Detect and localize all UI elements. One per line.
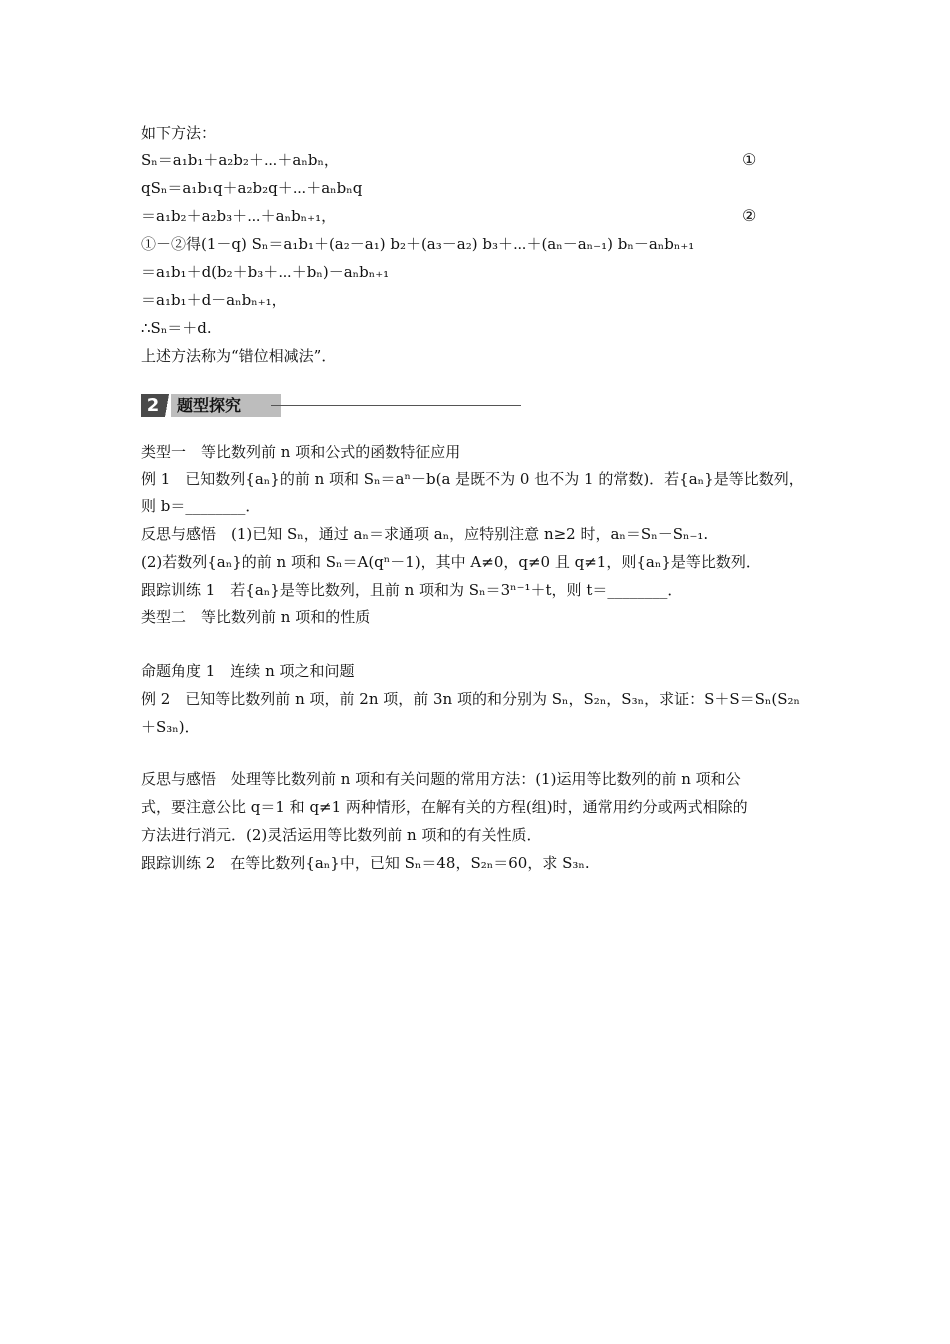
section-number-slash (163, 394, 171, 417)
section-divider (271, 405, 521, 406)
section-heading (141, 394, 521, 418)
reflection-2-line-3: 方法进行消元．(2)灵活运用等比数列前 n 项和的有关性质． (141, 826, 542, 844)
equation-1-marker: ① (742, 150, 757, 169)
reflection-2-line-2: 式，要注意公比 q＝1 和 q≠1 两种情形，在解有关的方程(组)时，通常用约分或两式相除的 (141, 798, 748, 816)
example-1-line-2: 则 b＝________． (141, 497, 261, 515)
type-1-title: 类型一 等比数列前 n 项和公式的函数特征应用 (141, 443, 461, 461)
tracking-exercise-2: 跟踪训练 2 在等比数列{aₙ}中，已知 Sₙ＝48，S₂ₙ＝60，求 S₃ₙ. (141, 854, 590, 872)
tracking-exercise-1: 跟踪训练 1 若{aₙ}是等比数列，且前 n 项和为 Sₙ＝3ⁿ⁻¹＋t，则 t＝________． (141, 581, 683, 599)
method-intro: 如下方法： (141, 124, 217, 142)
equation-3: ①－②得(1－q) Sₙ＝a₁b₁＋(a₂－a₁) b₂＋(a₃－a₂) b₃＋⋯＋(aₙ－aₙ₋₁) bₙ－aₙbₙ₊₁ (141, 235, 695, 253)
equation-2-line-1: qSₙ＝a₁b₁q＋a₂b₂q＋⋯＋aₙbₙq (141, 179, 363, 197)
equation-2-marker: ② (742, 206, 757, 225)
section-number: 2 (141, 394, 165, 417)
reflection-1-line-2: (2)若数列{aₙ}的前 n 项和 Sₙ＝A(qⁿ－1)，其中 A≠0，q≠0 且 q≠1，则{aₙ}是等比数列． (141, 553, 761, 571)
equation-5: ＝a₁b₁＋d－aₙbₙ₊₁， (141, 291, 287, 309)
angle-1-title: 命题角度 1 连续 n 项之和问题 (141, 662, 355, 680)
example-1-line-1: 例 1 已知数列{aₙ}的前 n 项和 Sₙ＝aⁿ－b(a 是既不为 0 也不为 1 的常数)．若{aₙ}是等比数列， (141, 470, 804, 488)
section-title: 题型探究 (171, 394, 281, 417)
example-2-line-1: 例 2 已知等比数列前 n 项，前 2n 项，前 3n 项的和分别为 Sₙ，S₂ₙ，S₃ₙ，求证：S＋S＝Sₙ(S₂ₙ (141, 690, 801, 708)
type-2-title: 类型二 等比数列前 n 项和的性质 (141, 608, 371, 626)
equation-6: ∴Sₙ＝＋d. (141, 319, 212, 337)
method-conclusion: 上述方法称为“错位相减法”． (141, 347, 337, 365)
equation-4: ＝a₁b₁＋d(b₂＋b₃＋⋯＋bₙ)－aₙbₙ₊₁ (141, 263, 390, 281)
reflection-1-line-1: 反思与感悟 (1)已知 Sₙ，通过 aₙ＝求通项 aₙ，应特别注意 n≥2 时，aₙ＝Sₙ－Sₙ₋₁. (141, 525, 709, 543)
example-2-line-2: ＋S₃ₙ)． (141, 718, 200, 736)
equation-2-line-2: ＝a₁b₂＋a₂b₃＋⋯＋aₙbₙ₊₁， (141, 207, 337, 225)
reflection-2-line-1: 反思与感悟 处理等比数列前 n 项和有关问题的常用方法：(1)运用等比数列的前 n 项和公 (141, 770, 741, 788)
equation-1: Sₙ＝a₁b₁＋a₂b₂＋⋯＋aₙbₙ， (141, 151, 339, 169)
